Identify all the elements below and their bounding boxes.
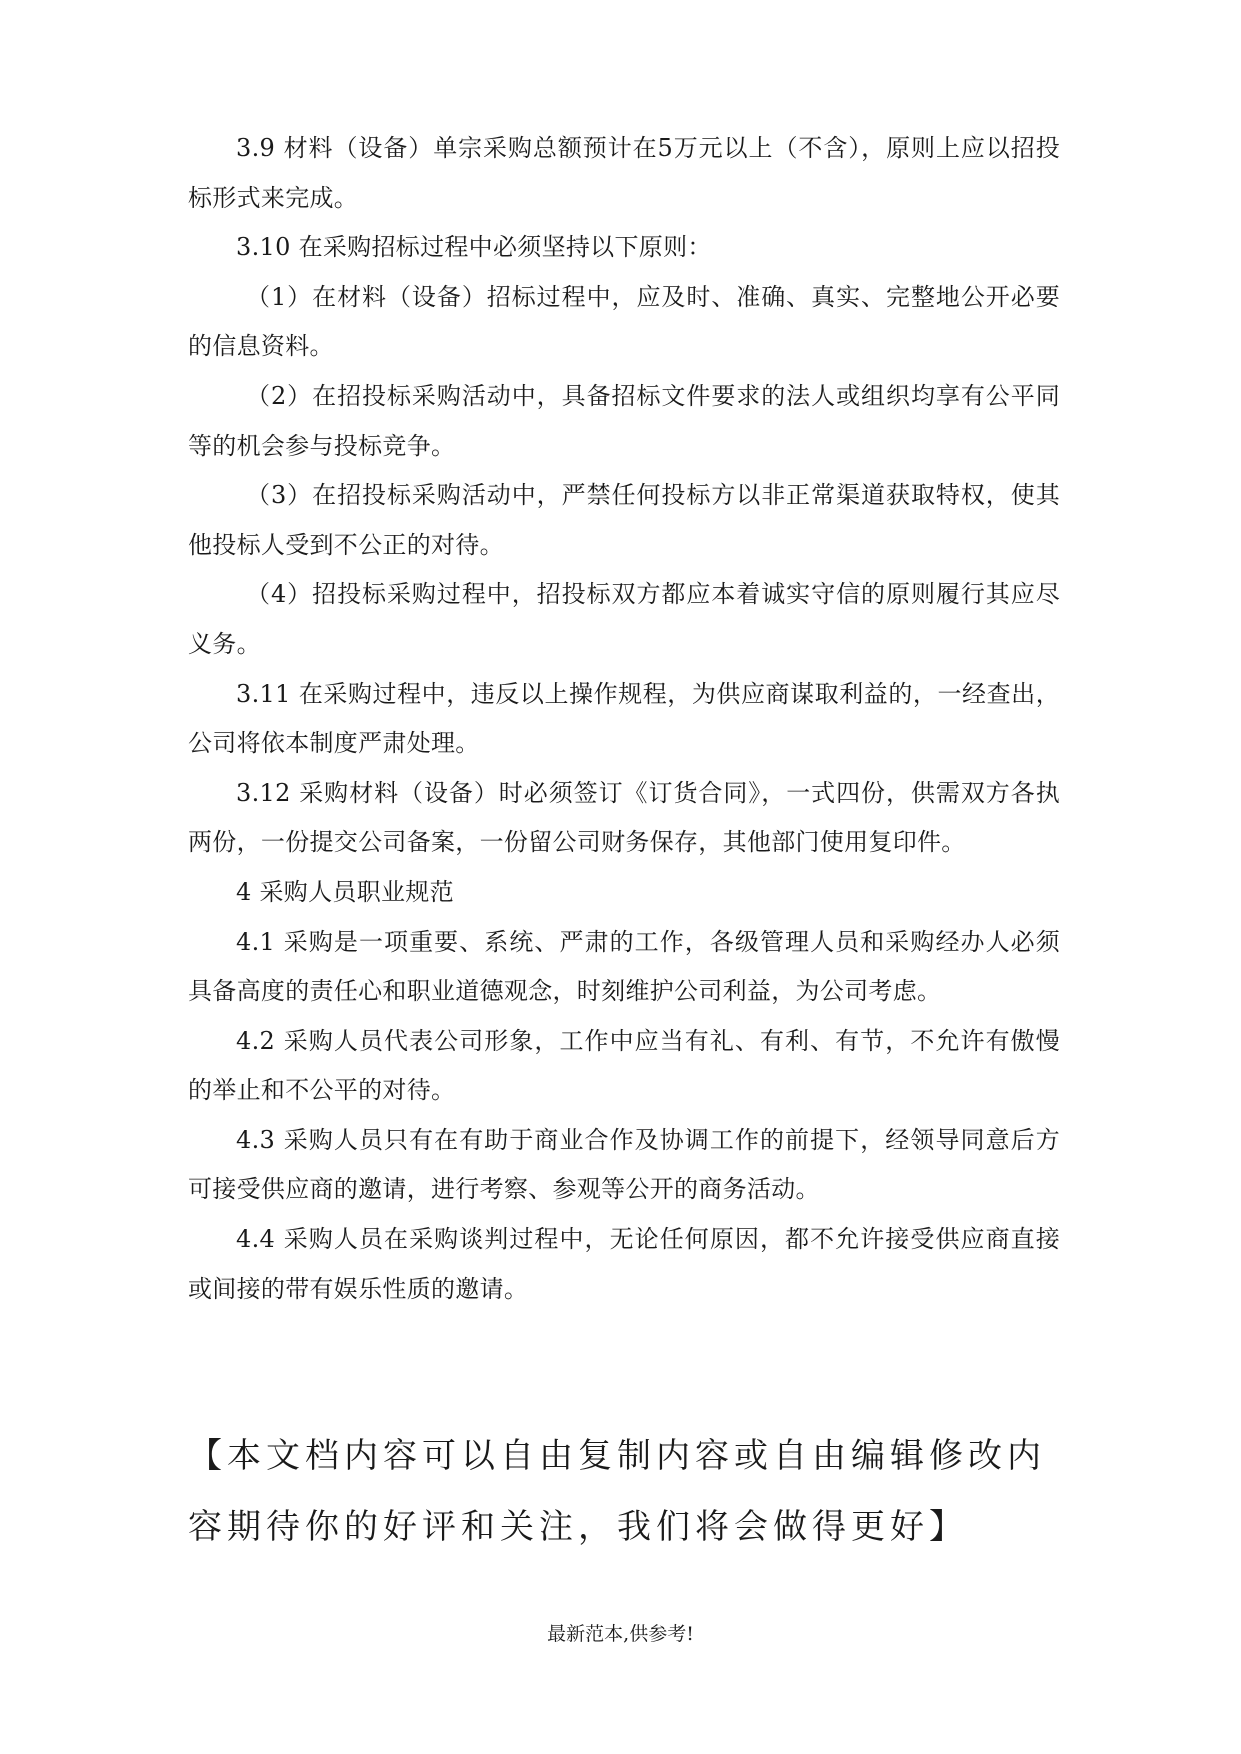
clause-4-1: 4.1 采购是一项重要、系统、严肃的工作，各级管理人员和采购经办人必须具备高度的责任心和职业道德观念，时刻维护公司利益，为公司考虑。 xyxy=(188,927,1060,1006)
document-body xyxy=(188,124,1060,1314)
page-footer: 最新范本,供参考! xyxy=(547,1623,694,1645)
clause-3-9: 3.9 材料（设备）单宗采购总额预计在5万元以上（不含），原则上应以招投标形式来完成。 xyxy=(188,134,1060,212)
clause-4-2: 4.2 采购人员代表公司形象，工作中应当有礼、有利、有节，不允许有傲慢的举止和不公平的对待。 xyxy=(188,1026,1060,1105)
clause-4-4: 4.4 采购人员在采购谈判过程中，无论任何原因，都不允许接受供应商直接或间接的带有娱乐性质的邀请。 xyxy=(188,1225,1060,1303)
clause-4-3: 4.3 采购人员只有在有助于商业合作及协调工作的前提下，经领导同意后方可接受供应商的邀请，进行考察、参观等公开的商务活动。 xyxy=(188,1125,1060,1204)
principle-item-2: （2）在招投标采购活动中，具备招标文件要求的法人或组织均享有公平同等的机会参与投标竞争。 xyxy=(188,381,1060,460)
principle-item-4: （4）招投标采购过程中，招投标双方都应本着诚实守信的原则履行其应尽义务。 xyxy=(188,580,1060,658)
editable-notice: 【本文档内容可以自由复制内容或自由编辑修改内容期待你的好评和关注，我们将会做得更好】 xyxy=(188,1436,1046,1547)
principle-item-1: （1）在材料（设备）招标过程中，应及时、准确、真实、完整地公开必要的信息资料。 xyxy=(188,282,1060,361)
clause-3-11: 3.11 在采购过程中，违反以上操作规程，为供应商谋取利益的，一经查出，公司将依本制度严肃处理。 xyxy=(188,679,1060,758)
principle-item-3: （3）在招投标采购活动中，严禁任何投标方以非正常渠道获取特权，使其他投标人受到不公正的对待。 xyxy=(188,481,1060,559)
section-4-heading: 4 采购人员职业规范 xyxy=(236,877,454,906)
clause-3-12: 3.12 采购材料（设备）时必须签订《订货合同》，一式四份，供需双方各执两份，一份提交公司备案，一份留公司财务保存，其他部门使用复印件。 xyxy=(188,778,1060,857)
clause-3-10: 3.10 在采购招标过程中必须坚持以下原则： xyxy=(236,233,712,262)
